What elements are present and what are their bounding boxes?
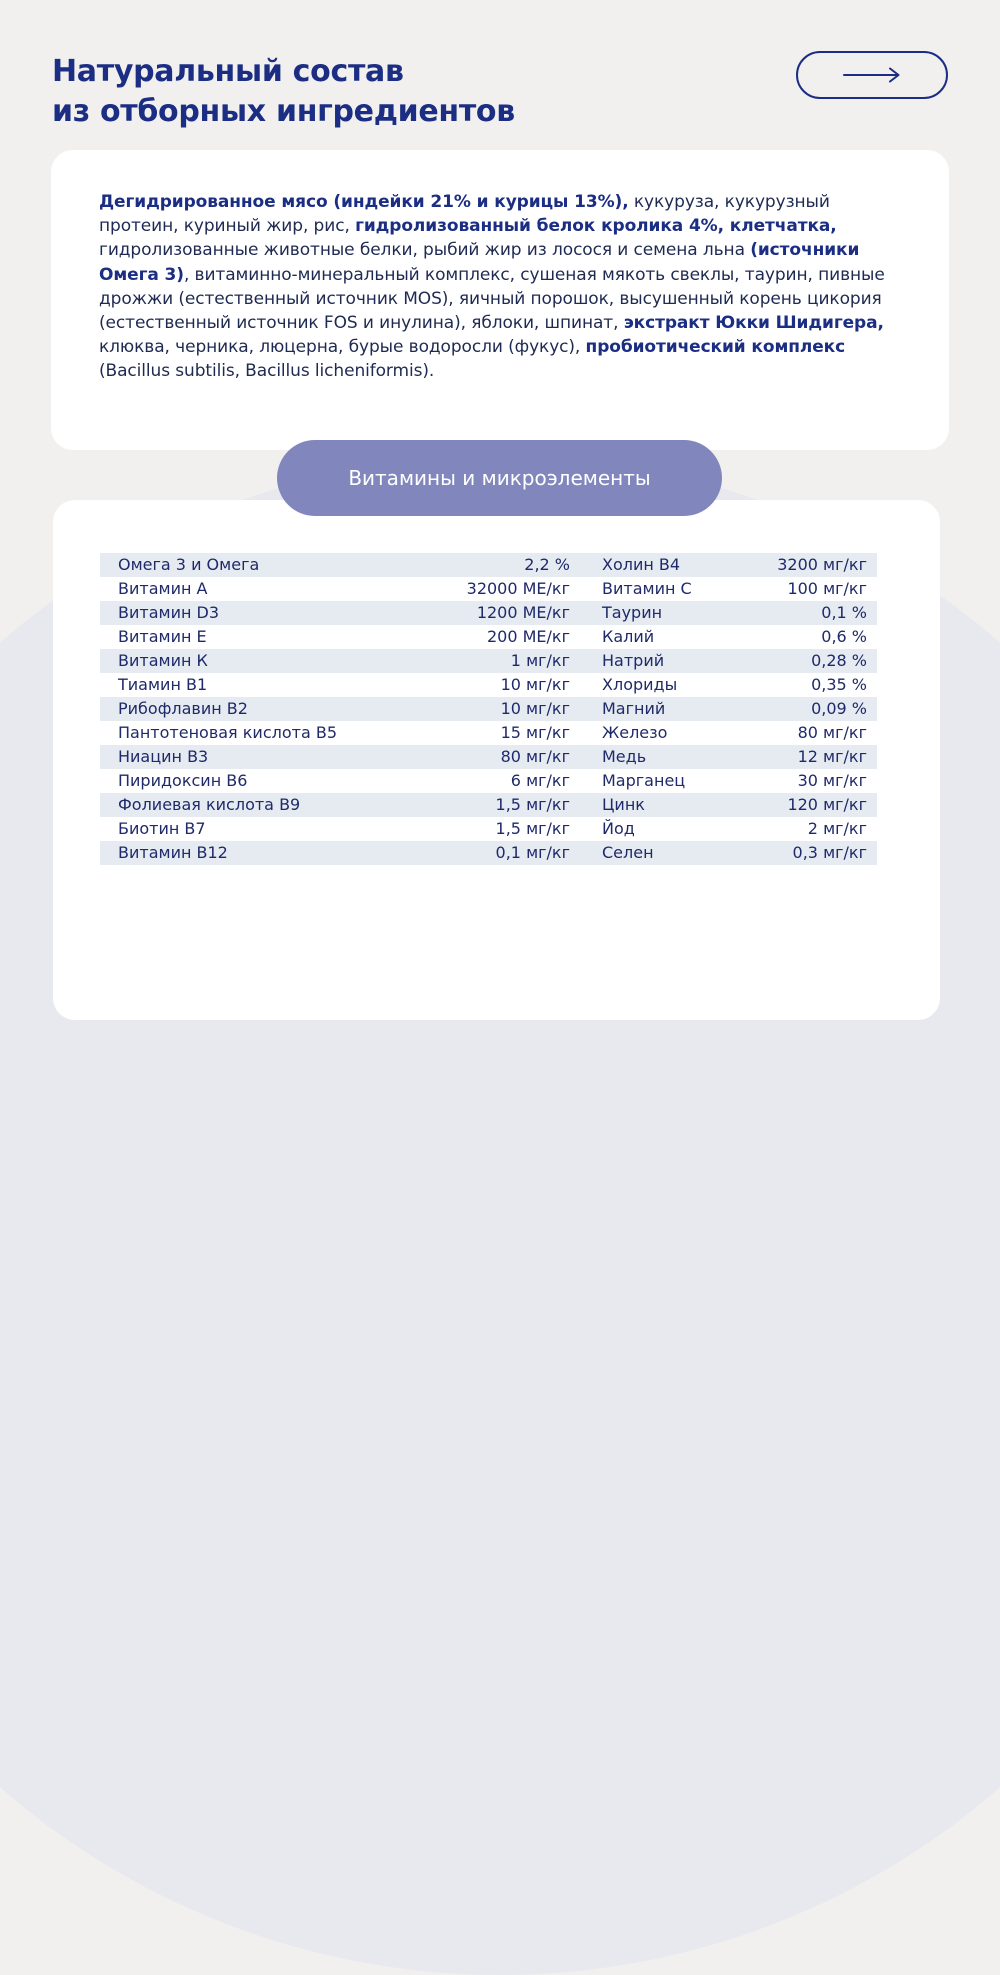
- page-title-line-2: из отборных ингредиентов: [52, 94, 515, 129]
- nutrient-name: Медь: [580, 745, 755, 769]
- nutrient-name: Рибофлавин В2: [100, 697, 390, 721]
- nutrient-value: 1 мг/кг: [390, 649, 580, 673]
- table-row: [100, 553, 877, 577]
- nutrient-value: 1,5 мг/кг: [390, 817, 580, 841]
- table-row: [100, 745, 877, 769]
- nutrients-table: [100, 553, 877, 865]
- nutrient-name: Селен: [580, 841, 755, 865]
- nutrient-value: 10 мг/кг: [390, 697, 580, 721]
- nutrient-name: Цинк: [580, 793, 755, 817]
- nutrient-name: Марганец: [580, 769, 755, 793]
- nutrient-value: 0,35 %: [755, 673, 877, 697]
- nutrient-name: Биотин В7: [100, 817, 390, 841]
- nutrient-value: 2 мг/кг: [755, 817, 877, 841]
- nutrient-name: Пиридоксин В6: [100, 769, 390, 793]
- nutrient-name: Витамин В12: [100, 841, 390, 865]
- nutrient-value: 32000 МЕ/кг: [390, 577, 580, 601]
- nutrient-value: 6 мг/кг: [390, 769, 580, 793]
- nutrient-value: 0,3 мг/кг: [755, 841, 877, 865]
- table-row: [100, 601, 877, 625]
- nutrient-value: 0,1 мг/кг: [390, 841, 580, 865]
- ingredients-segment: гидролизованные животные белки, рыбий жир из лосося и семена льна: [99, 240, 751, 261]
- section-label: Витамины и микроэлементы: [348, 466, 651, 490]
- nutrient-value: 0,28 %: [755, 649, 877, 673]
- nutrient-name: Фолиевая кислота В9: [100, 793, 390, 817]
- nutrient-value: 100 мг/кг: [755, 577, 877, 601]
- nutrient-name: Витамин К: [100, 649, 390, 673]
- nutrient-value: 0,6 %: [755, 625, 877, 649]
- nutrient-value: 1200 МЕ/кг: [390, 601, 580, 625]
- nutrient-value: 1,5 мг/кг: [390, 793, 580, 817]
- page-title: [52, 52, 515, 132]
- ingredients-highlight: гидролизованный белок кролика 4%, клетчатка,: [355, 216, 837, 237]
- nutrient-name: Витамин D3: [100, 601, 390, 625]
- nutrient-value: 30 мг/кг: [755, 769, 877, 793]
- ingredients-highlight: Дегидрированное мясо (индейки 21% и курицы 13%),: [99, 192, 629, 212]
- nutrient-value: 200 МЕ/кг: [390, 625, 580, 649]
- ingredients-segment: клюква, черника, люцерна, бурые водоросли (фукус),: [99, 337, 586, 358]
- nutrient-name: Тиамин В1: [100, 673, 390, 697]
- table-row: [100, 697, 877, 721]
- table-row: [100, 577, 877, 601]
- nutrient-value: 80 мг/кг: [755, 721, 877, 745]
- nutrient-value: 2,2 %: [390, 553, 580, 577]
- table-row: [100, 841, 877, 865]
- ingredients-card: [51, 150, 949, 450]
- nutrient-name: Витамин А: [100, 577, 390, 601]
- nutrient-value: 0,09 %: [755, 697, 877, 721]
- nutrient-name: Магний: [580, 697, 755, 721]
- table-row: [100, 793, 877, 817]
- nutrient-name: Натрий: [580, 649, 755, 673]
- nutrient-name: Пантотеновая кислота В5: [100, 721, 390, 745]
- nutrient-value: 12 мг/кг: [755, 745, 877, 769]
- arrow-right-icon: [842, 67, 902, 83]
- nutrient-value: 3200 мг/кг: [755, 553, 877, 577]
- nutrient-name: Витамин С: [580, 577, 755, 601]
- nutrient-name: Железо: [580, 721, 755, 745]
- nutrient-name: Ниацин В3: [100, 745, 390, 769]
- table-row: [100, 769, 877, 793]
- ingredients-text: [99, 190, 909, 384]
- nutrient-name: Йод: [580, 817, 755, 841]
- table-row: [100, 625, 877, 649]
- table-row: [100, 673, 877, 697]
- table-row: [100, 721, 877, 745]
- page-title-line-1: Натуральный состав: [52, 54, 404, 89]
- ingredients-segment: , витаминно-минеральный комплекс, сушеная мякоть свеклы, таурин, пивные дрожжи (естественный источник MOS), яичный порошок, высушенный корень цикория (естественный источник FOS и инулина), яблоки, шпинат,: [99, 264, 885, 334]
- ingredients-segment: (Bacillus subtilis, Bacillus licheniformis).: [99, 361, 435, 382]
- nutrient-value: 15 мг/кг: [390, 721, 580, 745]
- table-row: [100, 817, 877, 841]
- ingredients-highlight: экстракт Юкки Шидигера,: [623, 313, 884, 334]
- nutrient-name: Калий: [580, 625, 755, 649]
- ingredients-segment: кукуруза, кукурузный протеин, куриный жир, рис,: [99, 192, 830, 237]
- table-row: [100, 649, 877, 673]
- ingredients-highlight: (источники Омега 3): [99, 240, 860, 285]
- section-label-pill: [277, 440, 722, 516]
- nutrient-name: Омега 3 и Омега: [100, 553, 390, 577]
- nutrient-value: 10 мг/кг: [390, 673, 580, 697]
- nutrient-name: Хлориды: [580, 673, 755, 697]
- ingredients-highlight: пробиотический комплекс: [585, 337, 846, 358]
- nutrient-value: 0,1 %: [755, 601, 877, 625]
- next-button[interactable]: [796, 51, 948, 99]
- nutrient-value: 120 мг/кг: [755, 793, 877, 817]
- nutrient-name: Холин B4: [580, 553, 755, 577]
- nutrient-name: Витамин Е: [100, 625, 390, 649]
- nutrient-value: 80 мг/кг: [390, 745, 580, 769]
- nutrient-name: Таурин: [580, 601, 755, 625]
